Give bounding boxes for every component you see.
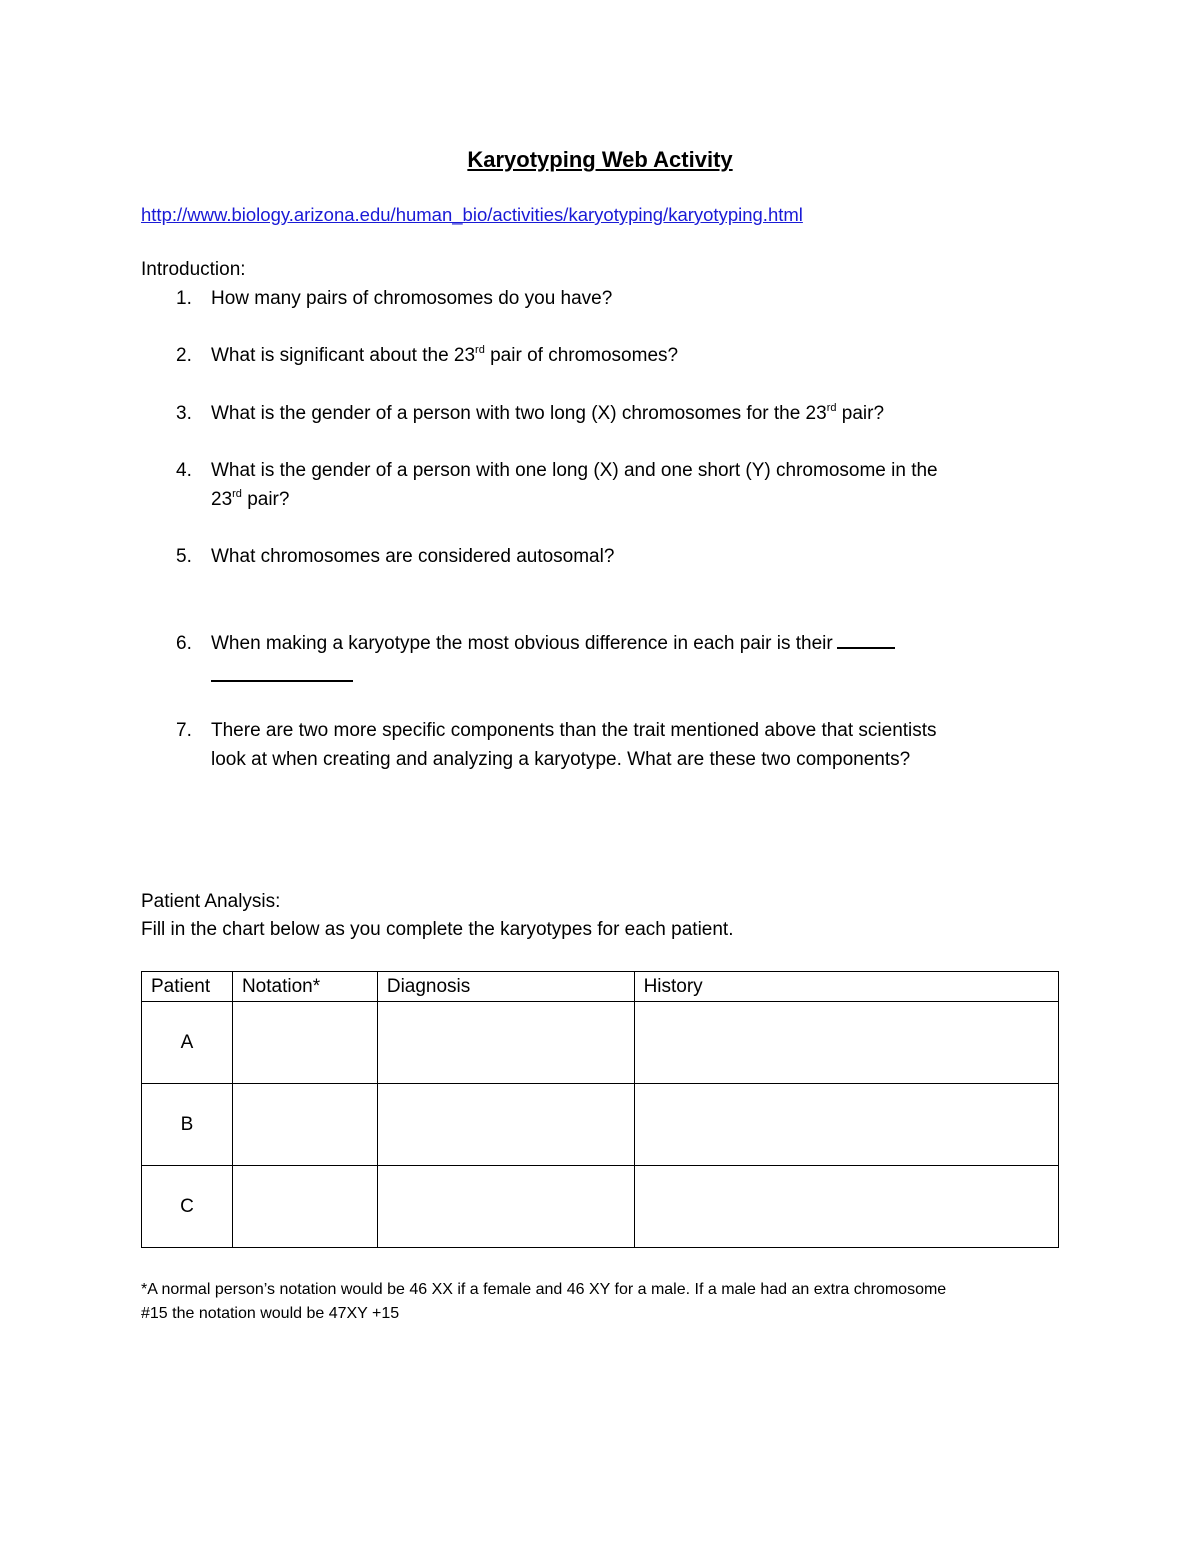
table-header-row xyxy=(142,972,1059,1002)
patient-analysis-instruction: Fill in the chart below as you complete the karyotypes for each patient. xyxy=(141,919,734,940)
question-number: 6. xyxy=(176,633,192,654)
question-number: 2. xyxy=(176,345,192,366)
notation-cell[interactable] xyxy=(232,1084,377,1166)
answer-blank[interactable] xyxy=(211,658,353,682)
footnote xyxy=(141,1278,1061,1326)
history-cell[interactable] xyxy=(634,1084,1058,1166)
notation-cell[interactable] xyxy=(232,1166,377,1248)
question-number: 1. xyxy=(176,288,192,309)
footnote-line: #15 the notation would be 47XY +15 xyxy=(141,1305,400,1322)
diagnosis-cell[interactable] xyxy=(377,1166,634,1248)
question-text: What chromosomes are considered autosomal? xyxy=(211,546,615,567)
patient-id-cell: B xyxy=(142,1084,233,1166)
question-number: 4. xyxy=(176,460,192,481)
question-text: When making a karyotype the most obvious difference in each pair is their xyxy=(211,629,1056,682)
activity-link[interactable]: http://www.biology.arizona.edu/human_bio/activities/karyotyping/karyotyping.html xyxy=(141,204,803,225)
history-cell[interactable] xyxy=(634,1002,1058,1084)
column-header-history: History xyxy=(634,972,1058,1002)
column-header-notation: Notation* xyxy=(232,972,377,1002)
history-cell[interactable] xyxy=(634,1166,1058,1248)
question-text: There are two more specific components than the trait mentioned above that scientists look at when creating and analyzing a karyotype. What are these two components? xyxy=(211,720,937,770)
table-row xyxy=(142,1002,1059,1084)
notation-cell[interactable] xyxy=(232,1002,377,1084)
column-header-patient: Patient xyxy=(142,972,233,1002)
table-row xyxy=(142,1166,1059,1248)
diagnosis-cell[interactable] xyxy=(377,1002,634,1084)
patient-id-cell: A xyxy=(142,1002,233,1084)
question-number: 5. xyxy=(176,546,192,567)
answer-blank[interactable] xyxy=(837,631,895,649)
patient-table xyxy=(141,971,1059,1248)
column-header-diagnosis: Diagnosis xyxy=(377,972,634,1002)
question-text: What is the gender of a person with two long (X) chromosomes for the 23rd pair? xyxy=(211,402,885,424)
diagnosis-cell[interactable] xyxy=(377,1084,634,1166)
patient-id-cell: C xyxy=(142,1166,233,1248)
question-text: What is significant about the 23rd pair of chromosomes? xyxy=(211,344,679,366)
question-text: What is the gender of a person with one long (X) and one short (Y) chromosome in the 23rd pair? xyxy=(211,460,938,510)
page-title: Karyotyping Web Activity xyxy=(467,147,733,172)
footnote-line: *A normal person’s notation would be 46 XX if a female and 46 XY for a male. If a male had an extra chromosome xyxy=(141,1281,947,1298)
introduction-heading: Introduction: xyxy=(141,259,246,280)
question-number: 7. xyxy=(176,720,192,741)
question-text: How many pairs of chromosomes do you have? xyxy=(211,288,613,309)
table-row xyxy=(142,1084,1059,1166)
question-number: 3. xyxy=(176,403,192,424)
patient-analysis-heading: Patient Analysis: xyxy=(141,891,281,912)
